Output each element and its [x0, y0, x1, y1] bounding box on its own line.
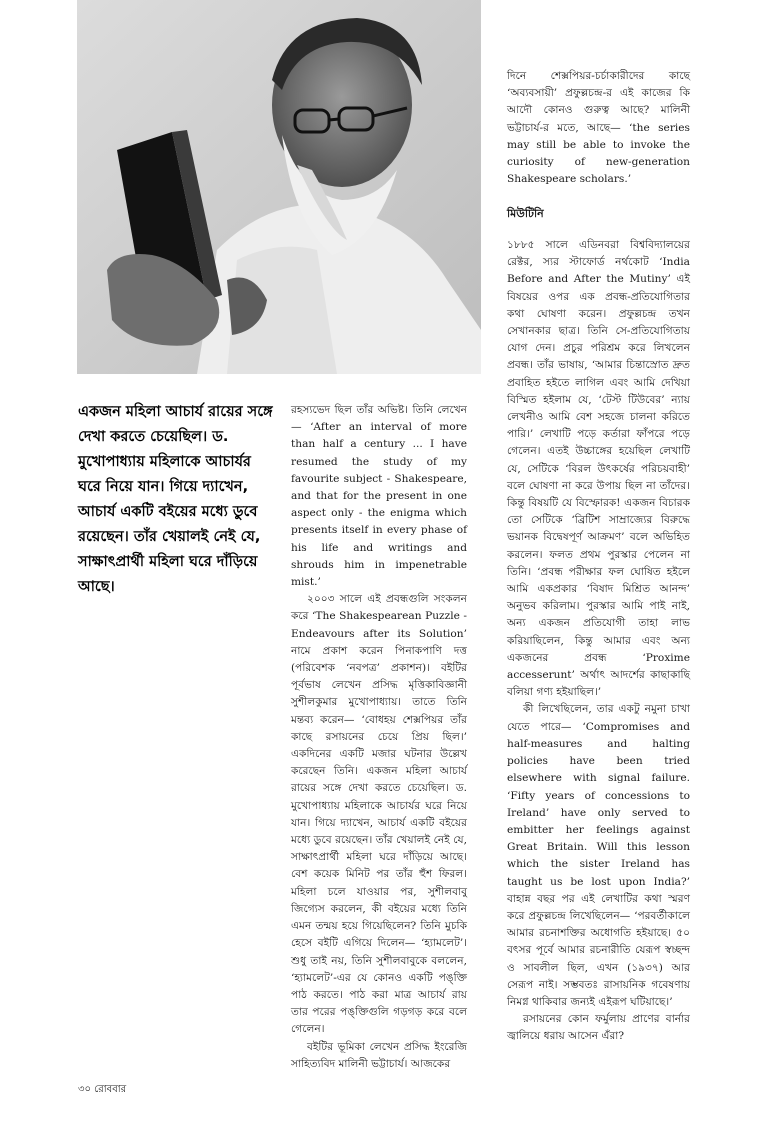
paragraph: কী লিখেছিলেন, তার একটু নমুনা চাখা যেতে পারে— ‘Compromises and half-measures and halting policies have been tried elsewhere with signal failure. ‘Fifty years of concessions to Ireland’ have only served to embitter her feelings against Great Britain. Will this lesson which the sister Ireland has taught us be lost upon India?’ বাহান্ন বছর পর এই লেখাটির কথা স্মরণ করে প্রফুল্লচন্দ্র লিখেছিলেন— ‘পরবর্তীকালে আমার রচনাশক্তির অধোগতি হইয়াছে। ৫০ বৎসর পূর্বে আমার রচনারীতি যেরূপ স্বচ্ছন্দ ও সাবলীল ছিল, এখন (১৯৩৭) আর সেরূপ নাই। সম্ভবতঃ রাসায়নিক গবেষণায় নিমগ্ন থাকিবার জন্যই এইরূপ ঘটিয়াছে।’ — [507, 703, 690, 1008]
paragraph: রহস্যভেদ ছিল তাঁর অভিষ্ট। তিনি লেখেন— ‘After an interval of more than half a century ... I have resumed the study of my favourite subject - Shakespeare, and that for the present in one aspect only - the enigma which presents itself in every phase of his life and writings and shrouds him in impenetrable mist.’ — [291, 404, 467, 589]
paragraph: ১৮৮৫ সালে এডিনবরা বিশ্ববিদ্যালয়ের রেক্টর, স্যর স্টাফোর্ড নর্থকোট ‘India Before and After the Mutiny’ এই বিষয়ের ওপর এক প্রবন্ধ-প্রতিযোগিতার কথা ঘোষণা করেন। প্রফুল্লচন্দ্র তখন সেখানকার ছাত্র। তিনি সে-প্রতিযোগিতায় যোগ দেন। প্রচুর পরিশ্রম করে লিখলেন প্রবন্ধ। তাঁর ভাষায়, ‘আমার চিন্তাস্রোত দ্রুত প্রবাহিত হইতে লাগিল এবং আমি দেখিয়া বিস্মিত হইলাম যে, ‘টেস্ট টিউবের’ ন্যায় লেখনীও আমি বেশ সহজে চালনা করিতে পারি।’ লেখাটি পড়ে কর্তারা ফাঁপরে পড়ে গেলেন। এতই উচ্চাঙ্গের হয়েছিল লেখাটি যে, সেটিকে ‘বিরল উৎকর্ষের পরিচয়বাহী’ বলে ঘোষণা না করে উপায় ছিল না তাঁদের। কিন্তু বিষয়টি যে বিস্ফোরক! একজন বিচারক তো সেটিকে ‘ব্রিটিশ সাম্রাজ্যের বিরুদ্ধে ভয়ানক বিদ্বেষপূর্ণ আক্রমণ’ বলে অভিহিত করলেন। ফলত প্রথম পুরস্কার পেলেন না তিনি। ‘প্রবন্ধ পরীক্ষার ফল ঘোষিত হইলে আমি একপ্রকার ‘বিষাদ মিশ্রিত আনন্দ’ অনুভব করিলাম। পুরস্কার আমি পাই নাই, অন্য একজন প্রতিযোগী তাহা লাভ করিয়াছিলেন, কিন্তু আমার এবং অন্য একজনের প্রবন্ধ ‘Proxime accesserunt’ অর্থাৎ আদর্শের কাছাকাছি বলিয়া গণ্য হইয়াছিল।’ — [507, 239, 690, 699]
paragraph: ২০০৩ সালে এই প্রবন্ধগুলি সংকলন করে ‘The Shakespearean Puzzle - Endeavours after its Solution’ নামে প্রকাশ করেন পিনাকপাণি দত্ত (পরিবেশক ‘নবপত্র’ প্রকাশন)। বইটির পূর্বভাষ লেখেন প্রসিদ্ধ মৃত্তিকাবিজ্ঞানী সুশীলকুমার মুখোপাধ্যায়। তাতে তিনি মন্তব্য করেন— ‘বোধহয় শেক্সপিয়র তাঁর কাছে রসায়নের চেয়ে প্রিয় ছিল।’ একদিনের একটি মজার ঘটনার উল্লেখ করেছেন তিনি। একজন মহিলা আচার্য রায়ের সঙ্গে দেখা করতে চেয়েছিল। ড. মুখোপাধ্যায় মহিলাকে আচার্যর ঘরে নিয়ে যান। গিয়ে দ্যাখেন, আচার্য একটি বইয়ের মধ্যে ডুবে রয়েছেন। তাঁর খেয়ালই নেই যে, সাক্ষাৎপ্রার্থী মহিলা ঘরে দাঁড়িয়ে আছে। বেশ কয়েক মিনিট পর তাঁর হুঁশ ফিরল। মহিলা চলে যাওয়ার পর, সুশীলবাবু জিগ্যেস করলেন, কী বইয়ের মধ্যে তিনি এমন তন্ময় হয়ে গিয়েছিলেন? তিনি মুচকি হেসে বইটি এগিয়ে দিলেন— ‘হ্যামলেট’। শুধু তাই নয়, তিনি সুশীলবাবুকে বললেন, ‘হ্যামলেট’-এর যে কোনও একটি পঙ্‌ক্তি পাঠ করতে। পাঠ করা মাত্র আচার্য রায় তার পরের পঙ্‌ক্তিগুলি গড়গড় করে বলে গেলেন। — [291, 593, 467, 1036]
pull-quote: একজন মহিলা আচার্য রায়ের সঙ্গে দেখা করতে চেয়েছিল। ড. মুখোপাধ্যায় মহিলাকে আচার্যর ঘরে নিয়ে যান। গিয়ে দ্যাখেন, আচার্য একটি বইয়ের মধ্যে ডুবে রয়েছেন। তাঁর খেয়ালই নেই যে, সাক্ষাৎপ্রার্থী মহিলা ঘরে দাঁড়িয়ে আছে। — [78, 404, 273, 595]
article-column-right-top — [507, 68, 690, 188]
page-footer: ৩০ রোববার — [78, 1084, 127, 1095]
article-column-middle — [291, 402, 467, 1073]
paragraph: দিনে শেক্সপিয়র-চর্চাকারীদের কাছে ‘অব্যবসায়ী’ প্রফুল্লচন্দ্র-র এই কাজের কি আদৌ কোনও গুরুত্ব আছে? মালিনী ভট্টাচার্য-র মতে, আছে— ‘the series may still be able to invoke the curiosity of new-generation Shakespeare scholars.’ — [507, 70, 690, 186]
paragraph: বইটির ভূমিকা লেখেন প্রসিদ্ধ ইংরেজি সাহিত্যবিদ মালিনী ভট্টাচার্য। আজকের — [291, 1040, 467, 1070]
paragraph: রসায়নের কোন ফর্মুলায় প্রাণের বার্নার জ্বালিয়ে ধরায় আসেন এঁরা? — [507, 1013, 690, 1043]
portrait-photo-icon — [77, 0, 481, 374]
portrait-photo — [77, 0, 481, 374]
section-heading: মিউটিনি — [507, 207, 544, 220]
article-column-right — [507, 237, 690, 1046]
